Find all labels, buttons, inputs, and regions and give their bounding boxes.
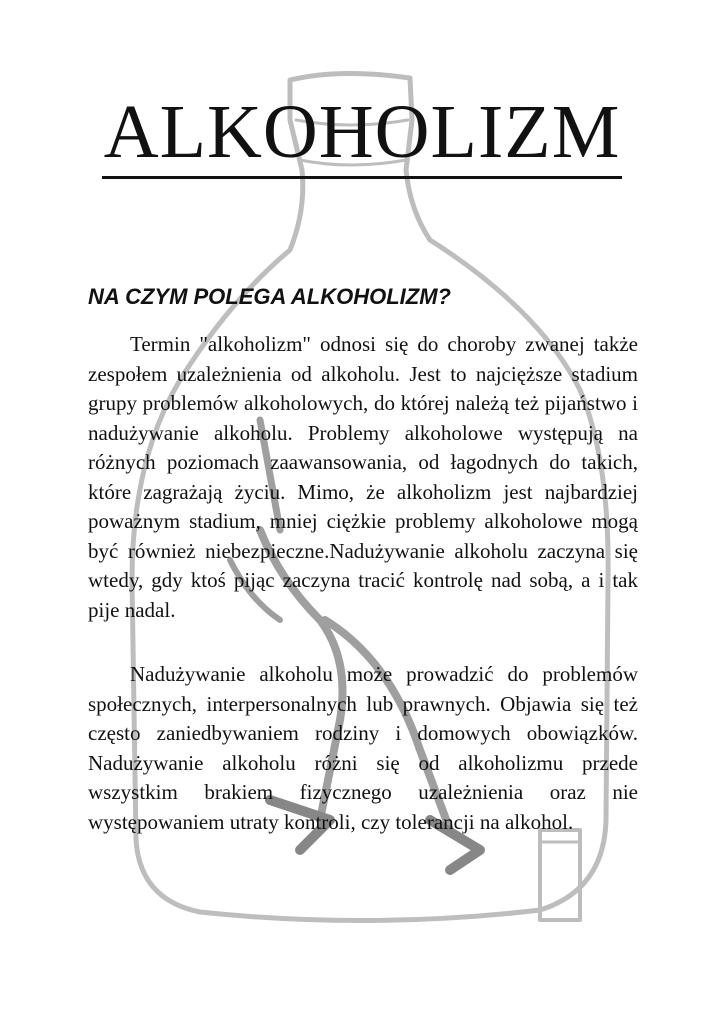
paragraph-1: Termin "alkoholizm" odnosi się do choroby zwanej także zespołem uzależnienia od alkoholu. Jest to najcięższe stadium grupy problemów alkoholowych, do której należą też pijaństwo i nadużywanie alkoholu. Problemy alkoholowe występują na różnych poziomach zaawansowania, od łagodnych do takich, które zagrażają życiu. Mimo, że alkoholizm jest najbardziej poważnym stadium, mniej ciężkie problemy alkoholowe mogą być również niebezpieczne.Nadużywanie alkoholu zaczyna się wtedy, gdy ktoś pijąc zaczyna tracić kontrolę nad sobą, a i tak pije nadal. [88, 332, 638, 622]
paragraph-2: Nadużywanie alkoholu może prowadzić do problemów społecznych, interpersonalnych lub prawnych. Objawia się też często zaniedbywaniem rodziny i domowych obowiązków. Nadużywanie alkoholu różni się od alkoholizmu przede wszystkim brakiem fizycznego uzależnienia oraz nie występowaniem utraty kontroli, czy tolerancji na alkohol. [88, 662, 638, 834]
page-title: ALKOHOLIZM [102, 88, 623, 179]
title-container [0, 88, 724, 179]
section-heading: NA CZYM POLEGA ALKOHOLIZM? [88, 284, 451, 309]
